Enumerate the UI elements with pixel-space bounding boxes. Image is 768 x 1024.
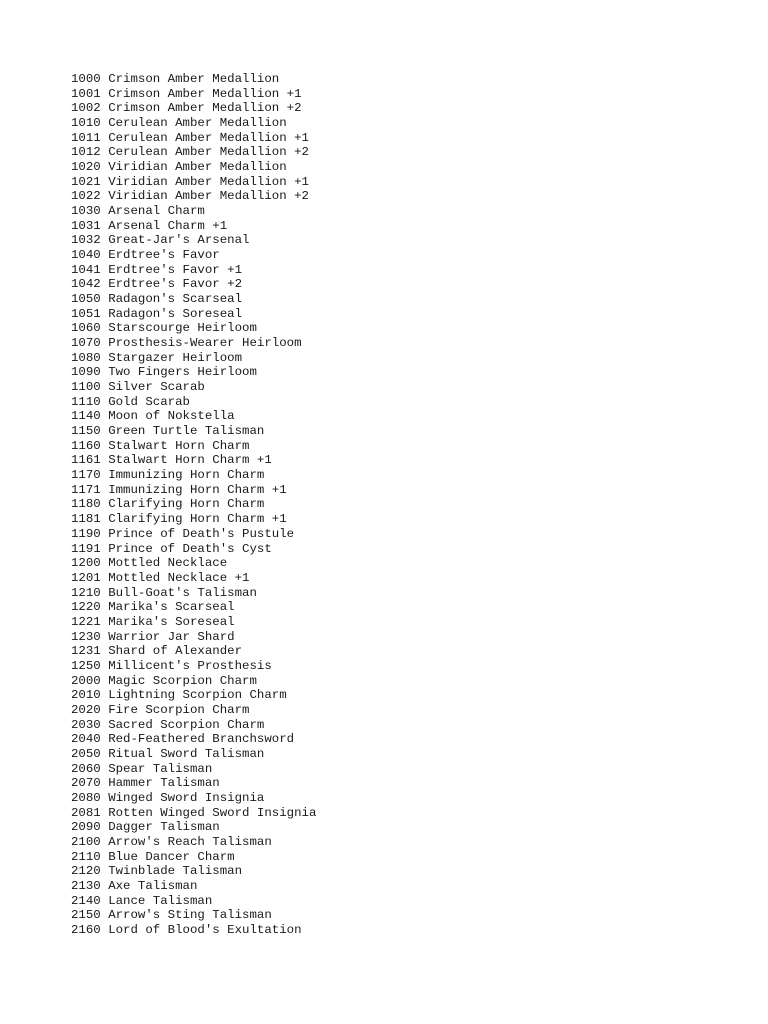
item-name: Viridian Amber Medallion <box>108 160 287 175</box>
item-code: 1011 <box>71 130 101 145</box>
list-item <box>71 600 316 615</box>
list-item <box>71 923 316 938</box>
list-item <box>71 747 316 762</box>
item-name: Blue Dancer Charm <box>108 849 235 864</box>
item-name: Cerulean Amber Medallion <box>108 116 287 131</box>
list-item <box>71 776 316 791</box>
list-item <box>71 615 316 630</box>
item-name: Rotten Winged Sword Insignia <box>108 805 317 820</box>
item-name: Millicent's Prosthesis <box>108 658 272 673</box>
list-item <box>71 483 316 498</box>
item-code: 1012 <box>71 145 101 160</box>
item-name: Magic Scorpion Charm <box>108 673 257 688</box>
item-name: Red-Feathered Branchsword <box>108 732 295 747</box>
item-code: 1060 <box>71 321 101 336</box>
item-code: 1190 <box>71 526 101 541</box>
item-name: Arrow's Sting Talisman <box>108 908 272 923</box>
item-name: Clarifying Horn Charm +1 <box>108 512 287 527</box>
list-item <box>71 365 316 380</box>
item-name: Viridian Amber Medallion +1 <box>108 174 309 189</box>
list-item <box>71 351 316 366</box>
list-item <box>71 850 316 865</box>
item-code: 2080 <box>71 790 101 805</box>
item-code: 1210 <box>71 585 101 600</box>
item-name: Erdtree's Favor +1 <box>108 262 243 277</box>
item-code: 1221 <box>71 614 101 629</box>
item-name: Crimson Amber Medallion <box>108 72 280 86</box>
item-code: 1051 <box>71 306 101 321</box>
item-code: 2081 <box>71 805 101 820</box>
item-code: 1250 <box>71 658 101 673</box>
item-code: 2130 <box>71 878 101 893</box>
item-name: Crimson Amber Medallion +2 <box>108 101 302 116</box>
item-code: 1032 <box>71 233 101 248</box>
list-item <box>71 791 316 806</box>
item-code: 1191 <box>71 541 101 556</box>
item-code: 1161 <box>71 453 101 468</box>
item-code: 1080 <box>71 350 101 365</box>
list-item <box>71 380 316 395</box>
item-name: Erdtree's Favor <box>108 248 220 263</box>
item-name: Stalwart Horn Charm <box>108 438 250 453</box>
item-code: 1041 <box>71 262 101 277</box>
item-code: 2000 <box>71 673 101 688</box>
list-item <box>71 175 316 190</box>
item-name: Prosthesis-Wearer Heirloom <box>108 336 302 351</box>
item-code: 1230 <box>71 629 101 644</box>
list-item <box>71 806 316 821</box>
item-name: Great-Jar's Arsenal <box>108 233 250 248</box>
item-name: Mottled Necklace +1 <box>108 570 250 585</box>
item-name: Prince of Death's Cyst <box>108 541 272 556</box>
list-item <box>71 732 316 747</box>
item-name: Green Turtle Talisman <box>108 424 265 439</box>
list-item <box>71 820 316 835</box>
list-item <box>71 336 316 351</box>
item-name: Crimson Amber Medallion +1 <box>108 86 302 101</box>
item-name: Stalwart Horn Charm +1 <box>108 453 272 468</box>
item-code: 1030 <box>71 204 101 219</box>
item-name: Marika's Scarseal <box>108 600 235 615</box>
list-item <box>71 659 316 674</box>
item-name: Winged Sword Insignia <box>108 790 265 805</box>
item-code: 1140 <box>71 409 101 424</box>
item-name: Arsenal Charm <box>108 204 205 219</box>
list-item <box>71 248 316 263</box>
item-name: Dagger Talisman <box>108 820 220 835</box>
item-code: 2040 <box>71 732 101 747</box>
item-code: 2140 <box>71 893 101 908</box>
item-code: 1181 <box>71 512 101 527</box>
item-code: 1002 <box>71 101 101 116</box>
item-code: 1170 <box>71 468 101 483</box>
item-name: Shard of Alexander <box>108 644 243 659</box>
item-name: Radagon's Scarseal <box>108 292 243 307</box>
item-name: Arrow's Reach Talisman <box>108 834 272 849</box>
item-code: 2030 <box>71 717 101 732</box>
list-item <box>71 453 316 468</box>
list-item <box>71 424 316 439</box>
item-code: 1180 <box>71 497 101 512</box>
list-item <box>71 101 316 116</box>
list-item <box>71 835 316 850</box>
list-item <box>71 542 316 557</box>
item-code: 1150 <box>71 424 101 439</box>
item-name: Moon of Nokstella <box>108 409 235 424</box>
item-code: 1040 <box>71 248 101 263</box>
item-name: Arsenal Charm +1 <box>108 218 228 233</box>
item-name: Hammer Talisman <box>108 776 220 791</box>
list-item <box>71 586 316 601</box>
item-name: Stargazer Heirloom <box>108 350 243 365</box>
item-code: 1070 <box>71 336 101 351</box>
list-item <box>71 72 316 87</box>
item-code: 2070 <box>71 776 101 791</box>
item-code: 1010 <box>71 116 101 131</box>
item-name: Starscourge Heirloom <box>108 321 257 336</box>
item-code: 1231 <box>71 644 101 659</box>
item-name: Viridian Amber Medallion +2 <box>108 189 309 204</box>
list-item <box>71 688 316 703</box>
item-code: 2120 <box>71 864 101 879</box>
list-item <box>71 409 316 424</box>
item-code: 1001 <box>71 86 101 101</box>
list-item <box>71 395 316 410</box>
list-item <box>71 189 316 204</box>
item-code: 1090 <box>71 365 101 380</box>
list-item <box>71 630 316 645</box>
item-code: 1220 <box>71 600 101 615</box>
item-name: Mottled Necklace <box>108 556 228 571</box>
item-code: 2060 <box>71 761 101 776</box>
list-item <box>71 512 316 527</box>
item-name: Prince of Death's Pustule <box>108 526 295 541</box>
item-id-list <box>71 72 316 938</box>
item-name: Lance Talisman <box>108 893 213 908</box>
item-code: 1171 <box>71 482 101 497</box>
item-code: 2020 <box>71 702 101 717</box>
list-item <box>71 87 316 102</box>
item-name: Two Fingers Heirloom <box>108 365 257 380</box>
item-code: 2010 <box>71 688 101 703</box>
list-item <box>71 307 316 322</box>
item-name: Axe Talisman <box>108 878 198 893</box>
item-code: 1042 <box>71 277 101 292</box>
item-code: 2100 <box>71 834 101 849</box>
item-code: 2110 <box>71 849 101 864</box>
item-code: 1100 <box>71 380 101 395</box>
item-code: 1200 <box>71 556 101 571</box>
list-item <box>71 879 316 894</box>
item-name: Clarifying Horn Charm <box>108 497 265 512</box>
list-item <box>71 762 316 777</box>
item-name: Erdtree's Favor +2 <box>108 277 243 292</box>
item-name: Cerulean Amber Medallion +2 <box>108 145 309 160</box>
item-name: Spear Talisman <box>108 761 213 776</box>
list-item <box>71 644 316 659</box>
item-code: 1021 <box>71 174 101 189</box>
list-item <box>71 497 316 512</box>
item-code: 1020 <box>71 160 101 175</box>
list-item <box>71 160 316 175</box>
item-code: 1000 <box>71 72 101 86</box>
list-item <box>71 321 316 336</box>
item-name: Bull-Goat's Talisman <box>108 585 257 600</box>
list-item <box>71 674 316 689</box>
item-name: Lord of Blood's Exultation <box>108 922 302 937</box>
list-item <box>71 292 316 307</box>
list-item <box>71 233 316 248</box>
list-item <box>71 894 316 909</box>
item-name: Gold Scarab <box>108 394 190 409</box>
item-name: Fire Scorpion Charm <box>108 702 250 717</box>
item-name: Lightning Scorpion Charm <box>108 688 287 703</box>
item-name: Sacred Scorpion Charm <box>108 717 265 732</box>
list-item <box>71 527 316 542</box>
item-name: Ritual Sword Talisman <box>108 746 265 761</box>
item-name: Warrior Jar Shard <box>108 629 235 644</box>
list-item <box>71 556 316 571</box>
list-item <box>71 571 316 586</box>
list-item <box>71 204 316 219</box>
item-name: Immunizing Horn Charm <box>108 468 265 483</box>
item-code: 1201 <box>71 570 101 585</box>
list-item <box>71 219 316 234</box>
list-item <box>71 908 316 923</box>
list-item <box>71 864 316 879</box>
list-item <box>71 145 316 160</box>
item-code: 2150 <box>71 908 101 923</box>
item-code: 1031 <box>71 218 101 233</box>
item-code: 2160 <box>71 922 101 937</box>
item-code: 1050 <box>71 292 101 307</box>
list-item <box>71 718 316 733</box>
item-code: 2050 <box>71 746 101 761</box>
item-name: Radagon's Soreseal <box>108 306 243 321</box>
item-name: Marika's Soreseal <box>108 614 235 629</box>
list-item <box>71 116 316 131</box>
list-item <box>71 277 316 292</box>
item-code: 1022 <box>71 189 101 204</box>
item-code: 1110 <box>71 394 101 409</box>
item-code: 2090 <box>71 820 101 835</box>
list-item <box>71 439 316 454</box>
item-code: 1160 <box>71 438 101 453</box>
list-item <box>71 131 316 146</box>
list-item <box>71 263 316 278</box>
list-item <box>71 468 316 483</box>
list-item <box>71 703 316 718</box>
item-name: Silver Scarab <box>108 380 205 395</box>
item-name: Twinblade Talisman <box>108 864 243 879</box>
item-name: Immunizing Horn Charm +1 <box>108 482 287 497</box>
item-name: Cerulean Amber Medallion +1 <box>108 130 309 145</box>
